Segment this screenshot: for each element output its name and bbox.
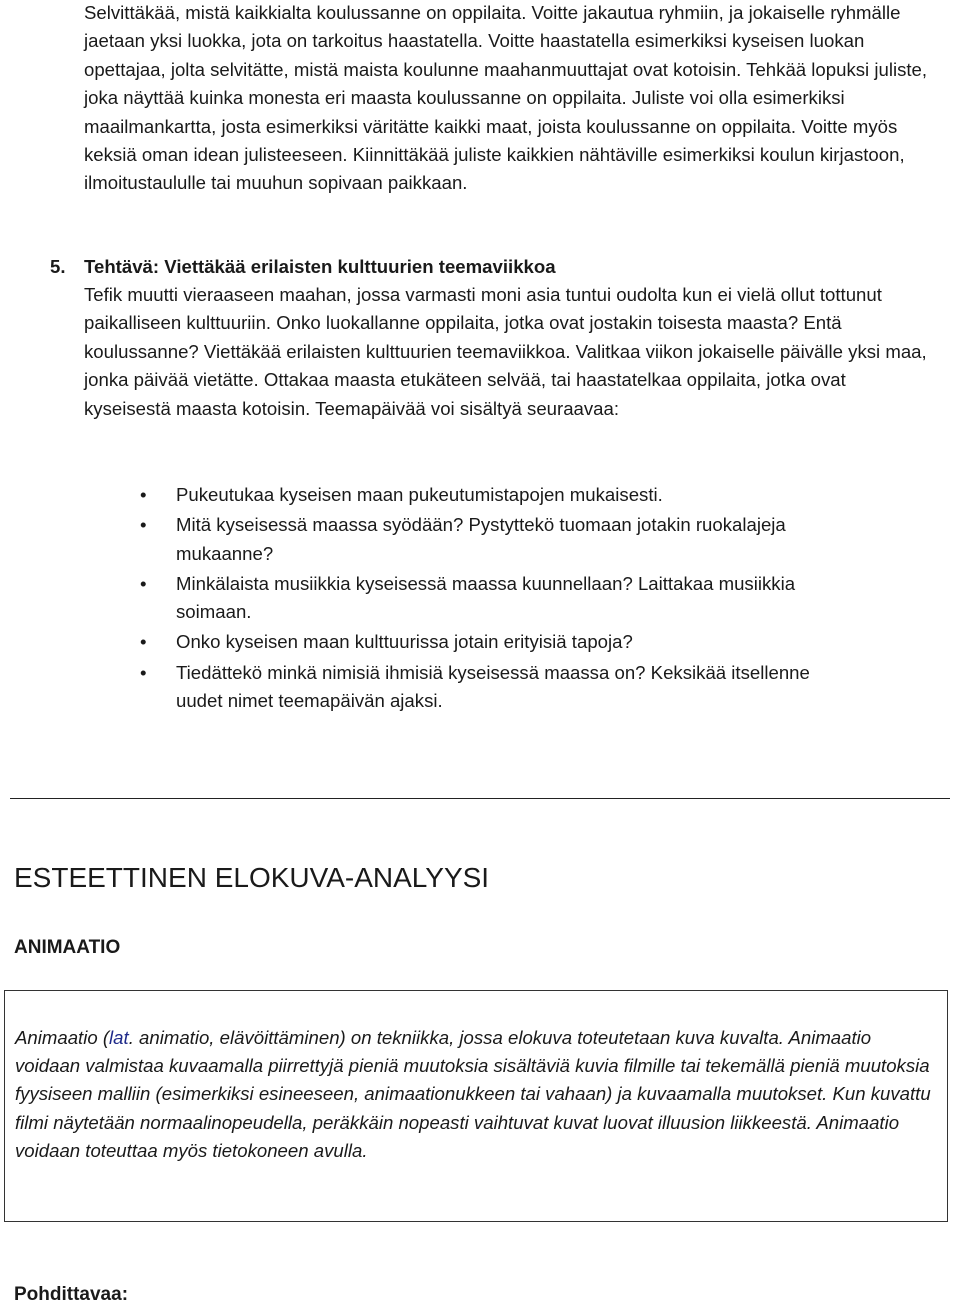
bullet-icon: • xyxy=(140,484,147,505)
animation-definition-text xyxy=(15,1024,935,1165)
intro-paragraph: Selvittäkää, mistä kaikkialta koulussanne on oppilaita. Voitte jakautua ryhmiin, ja jokaiselle ryhmälle jaetaan yksi luokka, jota on tarkoitus haastatella. Voitte haastatella esimerkiksi kyseisen luokan opettajaa, jolta selvitätte, mistä maista koulunne maahanmuuttajat ovat kotoisin. Tehkää lopuksi juliste, joka näyttää kuinka monesta eri maasta koulussanne on oppilaita. Juliste voi olla esimerkiksi maailmankartta, josta esimerkiksi väritätte kaikki maat, joista koulussanne on oppilaita. Voitte myös keksiä oman idean julisteeseen. Kiinnittäkää juliste kaikkien nähtäville esimerkiksi koulun kirjastoon, ilmoitustaululle tai muuhun sopivaan paikkaan. xyxy=(84,2,928,194)
bullet-icon: • xyxy=(140,631,147,653)
list-item-text: Pukeutukaa kyseisen maan pukeutumistapojen mukaisesti. xyxy=(176,484,663,505)
bullet-icon: • xyxy=(140,572,147,594)
section-divider xyxy=(10,798,950,799)
task-5-bullet-list xyxy=(84,481,824,717)
animation-definition-box xyxy=(4,990,948,1222)
list-item xyxy=(84,628,824,657)
lat-link[interactable]: lat xyxy=(109,1027,129,1048)
task-5-title xyxy=(50,253,556,281)
definition-start: Animaatio ( xyxy=(15,1027,110,1048)
list-item xyxy=(84,659,824,716)
list-item xyxy=(84,511,824,568)
task-5-body: Tefik muutti vieraaseen maahan, jossa varmasti moni asia tuntui oudolta kun ei vielä ollut tottunut paikalliseen kulttuuriin. Onko luokallanne oppilaita, jotka ovat jostakin toisesta maasta? Entä koulussanne? Viettäkää erilaisten kulttuurien teemaviikkoa. Valitkaa viikon jokaiselle päivälle yksi maa, jonka päivää vietätte. Ottakaa maasta etukäteen selvää, tai haastatelkaa oppilaita, jotka ovat kyseisestä maasta kotoisin. Teemapäivää voi sisältyä seuraavaa: xyxy=(84,284,927,419)
list-item-text: Tiedättekö minkä nimisiä ihmisiä kyseisessä maassa on? Keksikää itsellenne uudet nimet teemapäivän ajaksi. xyxy=(176,661,810,712)
bullet-icon: • xyxy=(140,514,147,536)
animation-subheading: ANIMAATIO xyxy=(14,937,121,958)
list-item xyxy=(84,570,824,627)
bullet-icon: • xyxy=(140,661,147,683)
task-number: 5. xyxy=(50,256,66,277)
reflection-heading: Pohdittavaa: xyxy=(14,1284,129,1305)
list-item-text: Onko kyseisen maan kulttuurissa jotain erityisiä tapoja? xyxy=(176,631,633,653)
task-title-text: Tehtävä: Viettäkää erilaisten kulttuurien teemaviikkoa xyxy=(84,256,556,277)
section-heading: ESTEETTINEN ELOKUVA-ANALYYSI xyxy=(14,862,490,893)
list-item-text: Minkälaista musiikkia kyseisessä maassa kuunnellaan? Laittakaa musiikkia soimaan. xyxy=(176,572,796,623)
list-item-text: Mitä kyseisessä maassa syödään? Pystyttekö tuomaan jotakin ruokalajeja mukaanne? xyxy=(176,514,786,564)
list-item xyxy=(84,481,824,510)
definition-rest: . animatio, elävöittäminen) on tekniikka, jossa elokuva toteutetaan kuva kuvalta. Animaatio voidaan valmistaa kuvaamalla piirrettyjä pieniä muutoksia sisältäviä kuvia filmille tai tekemällä pieniä muutoksia fyysiseen malliin (esimerkiksi esineeseen, animaationukkeen tai vahaan) ja kuvaamalla muutokset. Kun kuvattu filmi näytetään normaalinopeudella, peräkkäin nopeasti vaihtuvat kuvat luovat illuusion liikkeestä. Animaatio voidaan toteuttaa myös tietokoneen avulla. xyxy=(15,1027,931,1161)
